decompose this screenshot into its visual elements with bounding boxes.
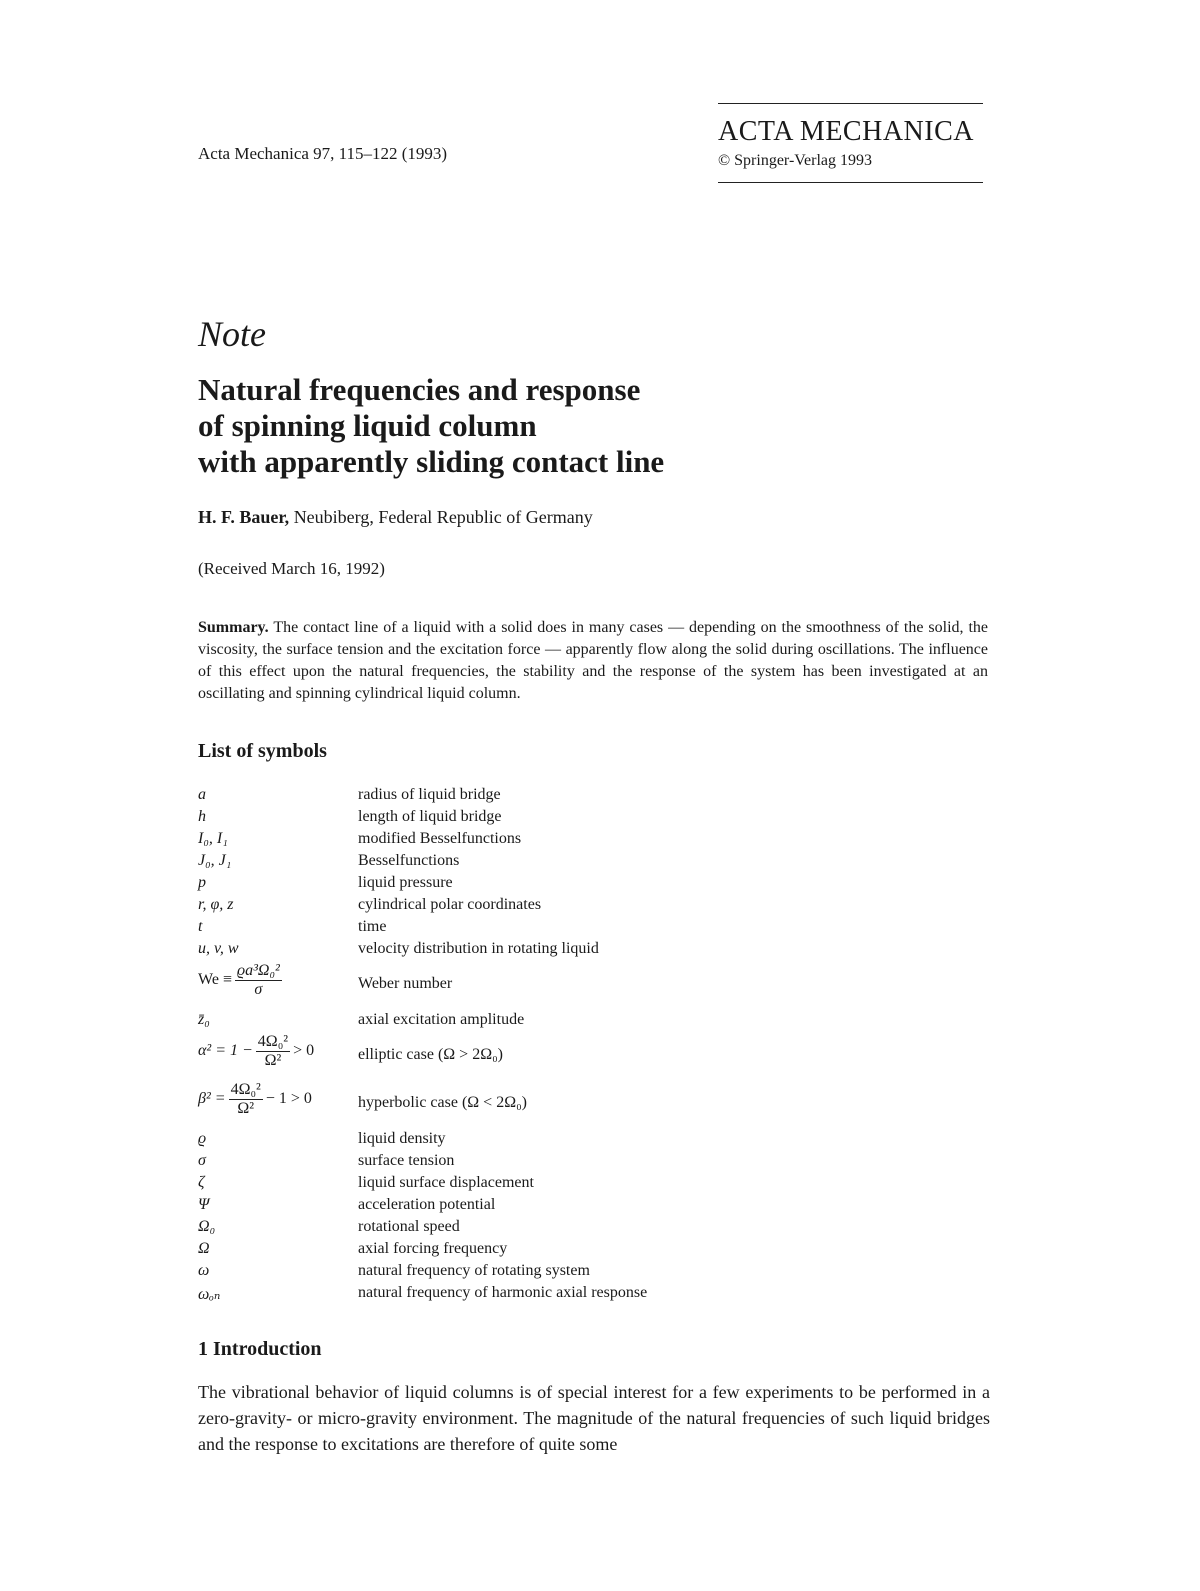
symbol-formula	[198, 1081, 312, 1118]
symbol-description: elliptic case (Ω > 2Ω₀)	[358, 1046, 503, 1063]
symbol-description: radius of liquid bridge	[358, 786, 501, 803]
symbol-description: natural frequency of rotating system	[358, 1262, 590, 1279]
copyright-line: © Springer-Verlag 1993	[718, 152, 873, 169]
fraction-denominator: Ω²	[237, 1100, 255, 1117]
author-affiliation: Neubiberg, Federal Republic of Germany	[289, 507, 593, 527]
masthead-bottom-rule	[718, 182, 983, 183]
formula-suffix: − 1 > 0	[265, 1090, 312, 1108]
symbol: p	[198, 874, 206, 891]
received-date: (Received March 16, 1992)	[198, 559, 385, 578]
symbol-description: hyperbolic case (Ω < 2Ω₀)	[358, 1094, 527, 1111]
author-name: H. F. Bauer,	[198, 507, 290, 527]
symbol-description: liquid pressure	[358, 874, 453, 891]
journal-citation: Acta Mechanica 97, 115–122 (1993)	[198, 144, 448, 163]
fraction-numerator: 4Ω₀²	[257, 1033, 289, 1050]
title-line: Natural frequencies and response	[198, 372, 641, 407]
article-type-label: Note	[198, 314, 266, 354]
symbol-description: acceleration potential	[358, 1196, 496, 1213]
symbol-description: liquid surface displacement	[358, 1174, 534, 1191]
symbol-description: Besselfunctions	[358, 852, 460, 869]
symbol-description: Weber number	[358, 975, 453, 992]
symbol-description: natural frequency of harmonic axial response	[358, 1284, 648, 1301]
title-line: of spinning liquid column	[198, 408, 537, 443]
symbol-row-weber	[198, 962, 798, 1008]
formula-prefix: We ≡	[198, 971, 232, 989]
fraction-denominator: σ	[254, 981, 263, 998]
symbol-formula	[198, 1033, 314, 1070]
symbol: ωₒₙ	[198, 1286, 221, 1303]
symbol: h	[198, 808, 206, 825]
symbol: J₀, J₁	[198, 852, 232, 869]
summary-text: The contact line of a liquid with a solid does in many cases — depending on the smoothness of the solid, the viscosity, the surface tension and the excitation force — apparently flow along the solid during oscillations. The influence of this effect upon the natural frequencies, the stability and the response of the system has been investigated at an oscillating and spinning cylindrical liquid column.	[198, 619, 988, 702]
article-title	[198, 372, 898, 480]
masthead-top-rule	[718, 103, 983, 104]
symbol: a	[198, 786, 206, 803]
symbol: Ω	[198, 1240, 210, 1257]
symbol-description: velocity distribution in rotating liquid	[358, 940, 599, 957]
symbol-description: time	[358, 918, 387, 935]
journal-masthead	[718, 103, 983, 183]
symbol-row-beta	[198, 1081, 798, 1127]
formula-prefix: α² = 1 −	[198, 1042, 253, 1060]
section-heading-introduction: 1 Introduction	[198, 1338, 322, 1360]
formula-prefix: β² =	[198, 1090, 226, 1108]
formula-fraction	[256, 1033, 290, 1070]
symbol: u, v, w	[198, 940, 239, 957]
fraction-denominator: Ω²	[264, 1052, 282, 1069]
symbol-description: rotational speed	[358, 1218, 460, 1235]
symbol-description: liquid density	[358, 1130, 446, 1147]
symbol-description: cylindrical polar coordinates	[358, 896, 542, 913]
symbol: I₀, I₁	[198, 830, 228, 847]
symbol-formula	[198, 962, 285, 999]
symbol-description: surface tension	[358, 1152, 455, 1169]
fraction-numerator: ϱa³Ω₀²	[236, 962, 280, 979]
symbol: ϱ	[198, 1130, 207, 1147]
symbol: t	[198, 918, 203, 935]
formula-suffix: > 0	[293, 1042, 315, 1060]
formula-fraction	[235, 962, 282, 999]
symbol: ω	[198, 1262, 210, 1279]
symbol: z̄₀	[198, 1011, 210, 1028]
symbol-description: length of liquid bridge	[358, 808, 502, 825]
symbol-description: modified Besselfunctions	[358, 830, 522, 847]
symbol-description: axial forcing frequency	[358, 1240, 508, 1257]
fraction-numerator: 4Ω₀²	[230, 1081, 261, 1098]
journal-name: ACTA MECHANICA	[718, 116, 974, 147]
summary-label: Summary.	[198, 619, 269, 636]
author-line	[198, 507, 593, 528]
symbol: σ	[198, 1152, 206, 1169]
formula-fraction	[229, 1081, 263, 1118]
summary-paragraph	[198, 617, 988, 705]
title-line: with apparently sliding contact line	[198, 444, 665, 479]
symbol: ζ	[198, 1174, 205, 1191]
symbol: r, φ, z	[198, 896, 234, 913]
symbol: Ψ	[198, 1196, 210, 1213]
symbols-heading: List of symbols	[198, 740, 327, 762]
symbol: Ω₀	[198, 1218, 216, 1235]
introduction-paragraph: The vibrational behavior of liquid columns is of special interest for a few experiments to be performed in a zero-gravity- or micro-gravity environment. The magnitude of the natural frequencies of such liquid bridges and the response to excitations are therefore of quite some	[198, 1382, 990, 1454]
symbol-description: axial excitation amplitude	[358, 1011, 525, 1028]
symbol-row-alpha	[198, 1033, 798, 1079]
